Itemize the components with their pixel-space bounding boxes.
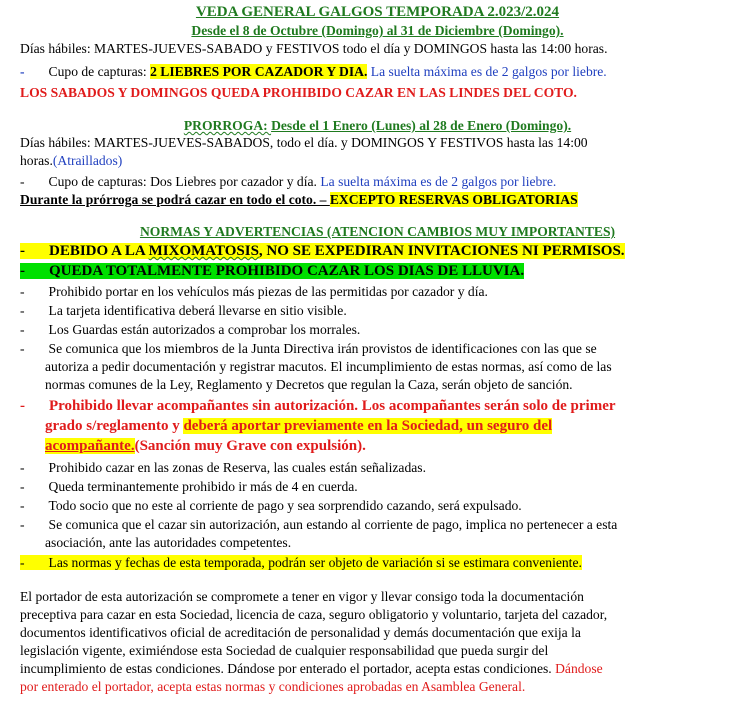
cupo-prefix: Cupo de capturas: xyxy=(48,64,151,79)
item-dash: - xyxy=(20,303,25,318)
item-text: Los Guardas están autorizados a comprobar los morrales. xyxy=(48,322,361,337)
portador-5a: incumplimiento de estas condiciones. Dándose por enterado el portador, acepta estas condiciones. xyxy=(20,661,556,676)
item-dash: - xyxy=(20,498,25,513)
prohibido-lindes: LOS SABADOS Y DOMINGOS QUEDA PROHIBIDO CAZAR EN LAS LINDES DEL COTO. xyxy=(20,85,577,100)
variacion-dash: - xyxy=(20,555,25,570)
lluvia-text: QUEDA TOTALMENTE PROHIBIDO CAZAR LOS DIAS DE LLUVIA. xyxy=(49,263,525,279)
cupo-suffix: La suelta máxima es de 2 galgos por liebre. xyxy=(367,64,607,79)
cazar-text-1: Se comunica que el cazar sin autorización, aun estando al corriente de pago, implica no pertenecer a esta xyxy=(48,517,618,532)
mixo-b: MIXOMATOSIS xyxy=(148,243,259,259)
dias-habiles: Días hábiles: MARTES-JUEVES-SABADO y FESTIVOS todo el día y DOMINGOS hasta las 14:00 horas. xyxy=(20,41,608,56)
prorroga-title-b: Desde el 1 Enero (Lunes) al 28 de Enero (Domingo). xyxy=(271,118,572,133)
subtitle: Desde el 8 de Octubre (Domingo) al 31 de Diciembre (Domingo). xyxy=(191,23,564,38)
list-item xyxy=(20,283,742,301)
acomp-2c: deberá aportar previamente en la Sociedad, un seguro del xyxy=(183,418,553,434)
normas-title: NORMAS Y ADVERTENCIAS (ATENCION CAMBIOS MUY IMPORTANTES) xyxy=(139,224,616,239)
item-text: Prohibido portar en los vehículos más piezas de las permitidas por cazador y día. xyxy=(48,284,488,299)
portador-line-6: por enterado el portador, acepta estas normas y condiciones aprobadas en Asamblea General. xyxy=(20,679,526,694)
portador-line-2: preceptiva para cazar en esta Sociedad, licencia de caza, seguro obligatorio y voluntario, tarjeta del cazador, xyxy=(20,607,608,622)
junta-line-3: normas comunes de la Ley, Reglamento y Decretos que regulan la Caza, serán objeto de sanción. xyxy=(45,377,573,392)
acomp-3a: acompañante. xyxy=(45,438,135,454)
list-item xyxy=(20,302,742,320)
item-dash: - xyxy=(20,322,25,337)
prorroga-atraillados: (Atraillados) xyxy=(52,153,123,168)
item-dash: - xyxy=(20,284,25,299)
prorroga-durante-a: Durante la prórroga se podrá cazar en todo el coto. – xyxy=(20,192,330,207)
item-text: Prohibido cazar en las zonas de Reserva, las cuales están señalizadas. xyxy=(48,460,426,475)
prorroga-cupo xyxy=(20,173,742,191)
portador-line-5 xyxy=(20,660,742,678)
item-text: La tarjeta identificativa deberá llevarse en sitio visible. xyxy=(48,303,347,318)
prorroga-dias-1: Días hábiles: MARTES-JUEVES-SABADOS, todo el día. y DOMINGOS Y FESTIVOS hasta las 14:00 xyxy=(20,135,588,150)
item-text: Queda terminantemente prohibido ir más de 4 en cuerda. xyxy=(48,479,358,494)
lluvia-line xyxy=(20,262,742,280)
junta-text-1: Se comunica que los miembros de la Junta Directiva irán provistos de identificaciones con las que se xyxy=(48,341,597,356)
cazar-line-2: asociación, ante las autoridades competentes. xyxy=(45,535,292,550)
title: VEDA GENERAL GALGOS TEMPORADA 2.023/2.024 xyxy=(195,4,560,20)
junta-line-1 xyxy=(20,340,742,358)
prorroga-dias-2a: horas. xyxy=(20,153,53,168)
prorroga-title-a: PRORROGA: xyxy=(183,118,272,133)
item-dash: - xyxy=(20,341,25,356)
lluvia-highlight xyxy=(20,263,524,279)
mixomatosis-line xyxy=(20,242,742,260)
acomp-dash: - xyxy=(20,398,25,414)
prorroga-cupo-b: La suelta máxima es de 2 galgos por liebre. xyxy=(320,174,557,189)
mixo-highlight xyxy=(20,243,625,259)
list-item xyxy=(20,478,742,496)
acomp-line-3 xyxy=(45,437,742,455)
prorroga-durante xyxy=(20,191,742,209)
cupo-line xyxy=(20,63,742,81)
acomp-line-1 xyxy=(20,397,742,415)
cupo-highlight: 2 LIEBRES POR CAZADOR Y DIA. xyxy=(150,64,368,79)
prorroga-dias-2 xyxy=(20,152,742,170)
lluvia-dash: - xyxy=(20,263,25,279)
portador-line-3: documentos identificativos oficial de acreditación de personalidad y demás documentación que exija la xyxy=(20,625,581,640)
list-item xyxy=(20,459,742,477)
portador-line-4: legislación vigente, eximiéndose esta Sociedad de cualquier responsabilidad que pueda surgir del xyxy=(20,643,549,658)
prorroga-cupo-dash: - xyxy=(20,174,25,189)
mixo-a: DEBIDO A LA xyxy=(49,243,149,259)
portador-line-1: El portador de esta autorización se compromete a tener en vigor y llevar consigo toda la documentación xyxy=(20,589,584,604)
variacion-highlight xyxy=(20,555,582,570)
prorroga-durante-b: EXCEPTO RESERVAS OBLIGATORIAS xyxy=(329,192,578,207)
item-dash: - xyxy=(20,460,25,475)
list-item xyxy=(20,321,742,339)
variacion-text: Las normas y fechas de esta temporada, podrán ser objeto de variación si se estimara conveniente. xyxy=(48,555,582,570)
mixo-c: , NO SE EXPEDIRAN INVITACIONES NI PERMISOS. xyxy=(258,243,625,259)
item-dash: - xyxy=(20,517,25,532)
variacion-line xyxy=(20,554,742,572)
cupo-dash: - xyxy=(20,64,25,79)
acomp-text-1: Prohibido llevar acompañantes sin autorización. Los acompañantes serán solo de primer xyxy=(49,398,616,414)
cazar-line-1 xyxy=(20,516,742,534)
portador-5b: Dándose xyxy=(555,661,603,676)
prorroga-cupo-a: Cupo de capturas: Dos Liebres por cazador y día. xyxy=(48,174,321,189)
item-dash: - xyxy=(20,479,25,494)
item-text: Todo socio que no este al corriente de pago y sea sorprendido cazando, será expulsado. xyxy=(48,498,522,513)
junta-line-2: autoriza a pedir documentación y registrar macutos. El incumplimiento de estas normas, así como de las xyxy=(45,359,612,374)
acomp-2a: grado s/reglamento xyxy=(45,418,169,434)
acomp-line-2 xyxy=(45,417,742,435)
prorroga-title xyxy=(0,117,755,135)
list-item xyxy=(20,497,742,515)
mixo-dash: - xyxy=(20,243,25,259)
acomp-2b: y xyxy=(168,418,184,434)
acomp-3b: (Sanción muy Grave con expulsión). xyxy=(134,438,366,454)
